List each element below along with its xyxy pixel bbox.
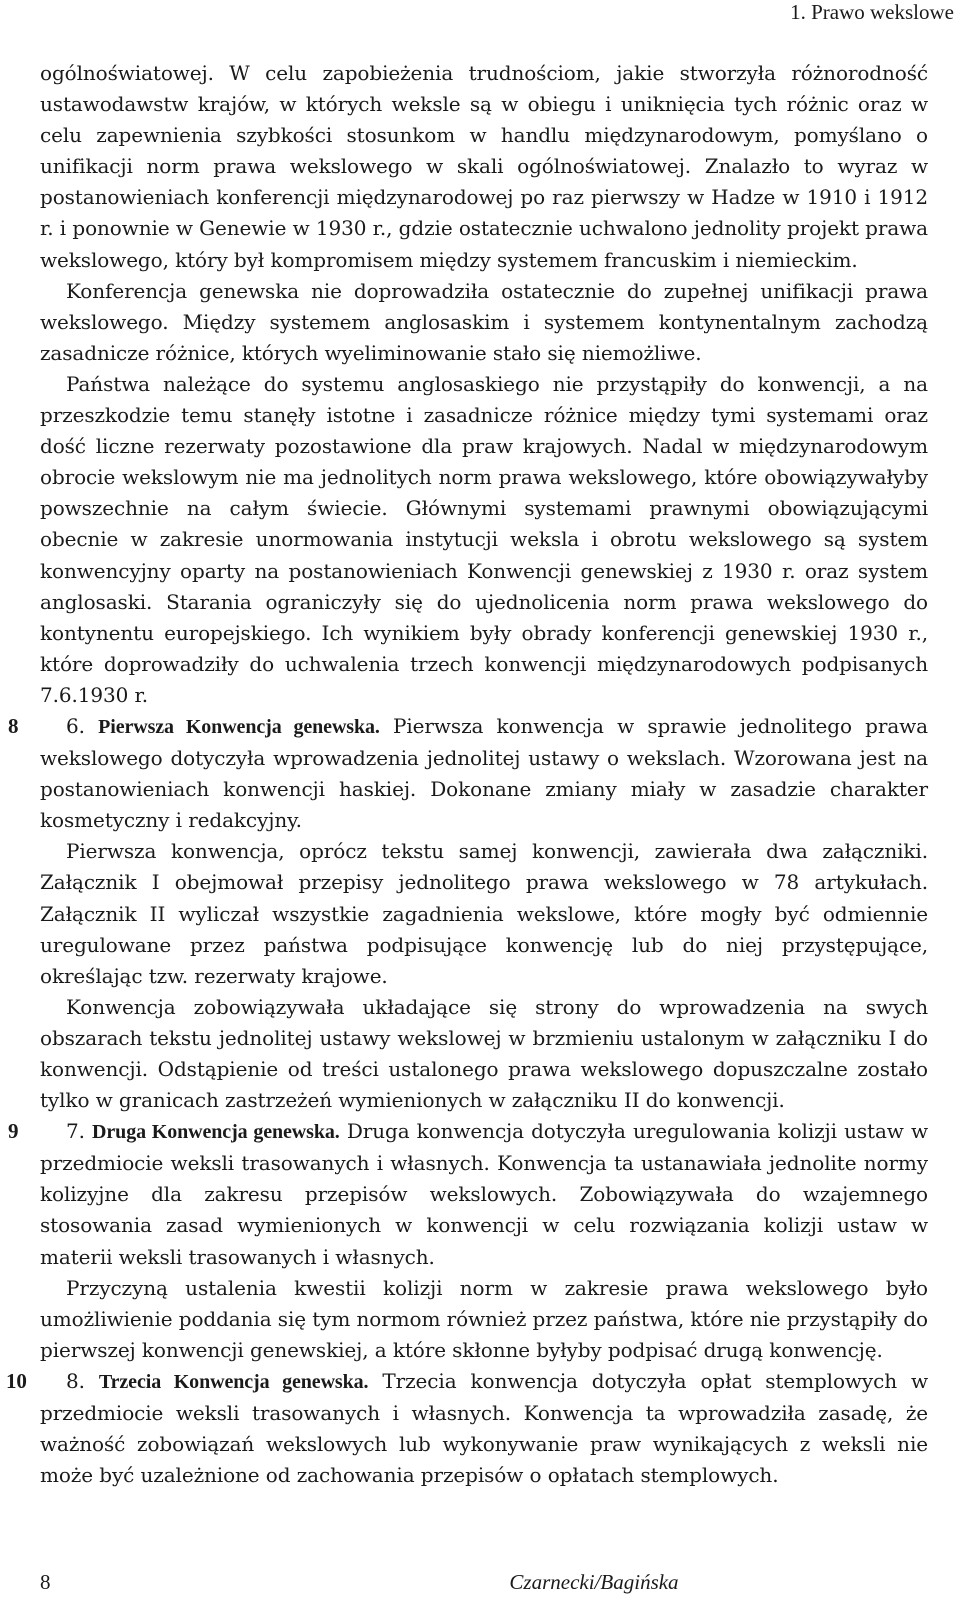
paragraph-annexes [40,836,928,991]
section-heading: Druga Konwencja genewska. [92,1121,340,1144]
paragraph-conference [40,276,928,369]
section-number: 6. [66,713,85,738]
paragraph-obligation [40,992,928,1116]
page-number: 8 [40,1570,51,1594]
paragraph-text: Konwencja zobowiązywała układające się strony do wprowadzenia na swych obszarach tekstu jednolitej ustawy wekslowej w brzmieniu ustalonym w załączniku I do konwencji. Odstąpienie od treści ustalonego prawa wekslowego dopuszczalne zostało tylko w granicach zastrzeżeń wymienionych w załączniku II do konwencji. [40,994,928,1113]
running-head: 1. Prawo wekslowe [790,0,954,24]
paragraph-text: Konferencja genewska nie doprowadziła ostatecznie do zupełnej unifikacji prawa wekslowego. Między systemem anglosaskim i systemem kontynentalnym zachodzą zasadnicze różnice, których wyeliminowanie stało się niemożliwe. [40,278,928,365]
section-first-convention [8,711,928,836]
paragraph-text: Trzecia konwencja dotyczyła opłat stemplowych w przedmiocie weksli trasowanych i własnych. Konwencja ta wprowadziła zasadę, że ważność zobowiązań wekslowych lub wykonywanie praw wynikających z weksli nie może być uzależnione od zachowania przepisów o opłatach stemplowych. [40,1368,928,1488]
section-number: 7. [66,1119,85,1144]
section-heading: Trzecia Konwencja genewska. [98,1370,369,1393]
paragraph-text: Pierwsza konwencja w sprawie jednolitego prawa wekslowego dotyczyła wprowadzenia jednolitej ustawy o wekslach. Wzorowana jest na postanowieniach konwencji haskiej. Dokonane zmiany miały w zasadzie charakter kosmetyczny i redakcyjny. [40,713,928,833]
paragraph-anglosaxon [40,369,928,711]
page-footer [40,1570,928,1600]
paragraph-text: Pierwsza konwencja, oprócz tekstu samej konwencji, zawierała dwa załączniki. Załącznik I obejmował przepisy jednolitego prawa wekslowego w 78 artykułach. Załącznik II wyliczał wszystkie zagadnienia wekslowe, które mogły być odmiennie uregulowane przez państwa podpisujące konwencję lub do niej przystępujące, określając tzw. rezerwaty krajowe. [40,839,928,988]
section-heading: Pierwsza Konwencja genewska. [98,715,380,738]
margin-number: 10 [6,1368,27,1393]
section-second-convention [8,1116,928,1272]
paragraph-conflict-reason [40,1273,928,1366]
margin-number: 8 [8,713,19,738]
paragraph-text: Druga konwencja dotyczyła uregulowania kolizji ustaw w przedmiocie weksli trasowanych i własnych. Konwencja ta ustanawiała jednolite normy kolizyjne dla zakresu przepisów wekslowych. Zobowiązywała do wzajemnego stosowania zasad wymienionych w konwencji w celu rozwiązania kolizji ustaw w materii weksli trasowanych i własnych. [40,1119,928,1269]
paragraph-text: Państwa należące do systemu anglosaskiego nie przystąpiły do konwencji, a na przeszkodzie temu stanęły istotne i zasadnicze różnice między tymi systemami oraz dość liczne rezerwaty pozostawione dla praw krajowych. Nadal w międzynarodowym obrocie wekslowym nie ma jednolitych norm prawa wekslowego, które obowiązywałyby powszechnie na całym świecie. Głównymi systemami prawnymi obowiązującymi obecnie w zakresie unormowania instytucji weksla i obrotu wekslowego są system konwencyjny oparty na postanowieniach Konwencji genewskiej z 1930 r. oraz system anglosaski. Starania ograniczyły się do ujednolicenia norm prawa wekslowego do kontynentu europejskiego. Ich wynikiem były obrady konferencji genewskiej 1930 r., które doprowadziły do uchwalenia trzech konwencji międzynarodowych podpisanych 7.6.1930 r. [40,371,928,707]
paragraph-intro [40,58,928,276]
section-third-convention [6,1366,928,1491]
margin-number: 9 [8,1119,19,1144]
paragraph-text: Przyczyną ustalenia kwestii kolizji norm w zakresie prawa wekslowego było umożliwienie poddania się tym normom również przez państwa, które nie przystąpiły do pierwszej konwencji genewskiej, a które skłonne byłyby podpisać drugą konwencję. [40,1275,928,1362]
section-number: 8. [66,1368,85,1393]
page-body [6,58,928,1491]
footer-author: Czarnecki/Bagińska [509,1570,679,1594]
paragraph-text: ogólnoświatowej. W celu zapobieżenia trudnościom, jakie stworzyła różnorodność ustawodawstw krajów, w których weksle są w obiegu i uniknięcia tych różnic oraz w celu zapewnienia szybkości stosunkom w handlu międzynarodowym, pomyślano o unifikacji norm prawa wekslowego w skali ogólnoświatowej. Znalazło to wyraz w postanowieniach konferencji międzynarodowej po raz pierwszy w Hadze w 1910 i 1912 r. i ponownie w Genewie w 1930 r., gdzie ostatecznie uchwalono jednolity projekt prawa wekslowego, który był kompromisem między systemem francuskim i niemieckim. [40,61,928,272]
